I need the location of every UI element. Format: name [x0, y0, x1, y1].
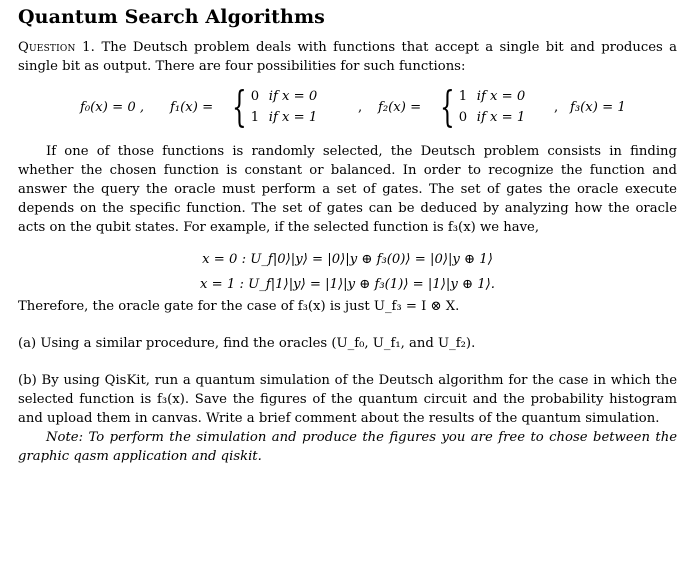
f2-cases [438, 82, 526, 131]
f0-definition: f₀(x) = 0 , [80, 100, 145, 115]
question-intro [18, 38, 677, 76]
f1-brace: { [232, 82, 247, 131]
page-title: Quantum Search Algorithms [18, 6, 325, 28]
paragraph-deutsch-problem: If one of those functions is randomly selected, the Deutsch problem consists in finding whether the chosen function is constant or balanced. In order to recognize the function and answer the query the oracle must perform a set of gates. The set of gates the oracle execute depends on the specific function. The set of gates can be deduced by analyzing how the oracle acts on the qubit states. For example, if the selected function is f₃(x) we have, [18, 144, 677, 235]
f1-case2-value: 1 [250, 110, 260, 125]
part-b-text: (b) By using QisKit, run a quantum simulation of the Deutsch algorithm for the case in which the selected function is f₃(x). Save the figures of the quantum circuit and the probability histogram and upload them in canvas. Write a brief comment about the results of the quantum simulation. [18, 373, 677, 426]
f1-case1-cond: if x = 0 [268, 89, 318, 104]
f2-case1-value: 1 [458, 89, 468, 104]
separator: , [358, 100, 363, 115]
separator: , [554, 100, 559, 115]
function-definitions [18, 82, 677, 132]
part-a-text: (a) Using a similar procedure, find the oracles (U_f₀, U_f₁, and U_f₂). [18, 336, 476, 351]
f2-case2-cond: if x = 1 [476, 110, 526, 125]
question-text: The Deutsch problem deals with functions that accept a single bit and produces a single bit as output. There are four possibilities for such functions: [18, 40, 677, 74]
equation-x1: x = 1 : U_f|1⟩|y⟩ = |1⟩|y ⊕ f₃(1)⟩ = |1⟩|y ⊕ 1⟩. [200, 277, 495, 292]
note-text: Note: To perform the simulation and produce the figures you are free to chose between the graphic qasm application and qiskit. [18, 430, 677, 464]
f1-lhs: f₁(x) = [170, 100, 214, 115]
f2-case2-value: 0 [458, 110, 468, 125]
f2-case1-cond: if x = 0 [476, 89, 526, 104]
f2-brace: { [440, 82, 455, 131]
f2-lhs: f₂(x) = [378, 100, 422, 115]
f1-case1-value: 0 [250, 89, 260, 104]
f3-definition: f₃(x) = 1 [570, 100, 626, 115]
equation-x0: x = 0 : U_f|0⟩|y⟩ = |0⟩|y ⊕ f₃(0)⟩ = |0⟩|y ⊕ 1⟩ [202, 252, 493, 267]
conclusion-text: Therefore, the oracle gate for the case of f₃(x) is just U_f₃ = I ⊗ X. [18, 299, 460, 314]
question-label: Question 1. [18, 40, 96, 55]
f1-cases [230, 82, 318, 131]
f1-case2-cond: if x = 1 [268, 110, 318, 125]
